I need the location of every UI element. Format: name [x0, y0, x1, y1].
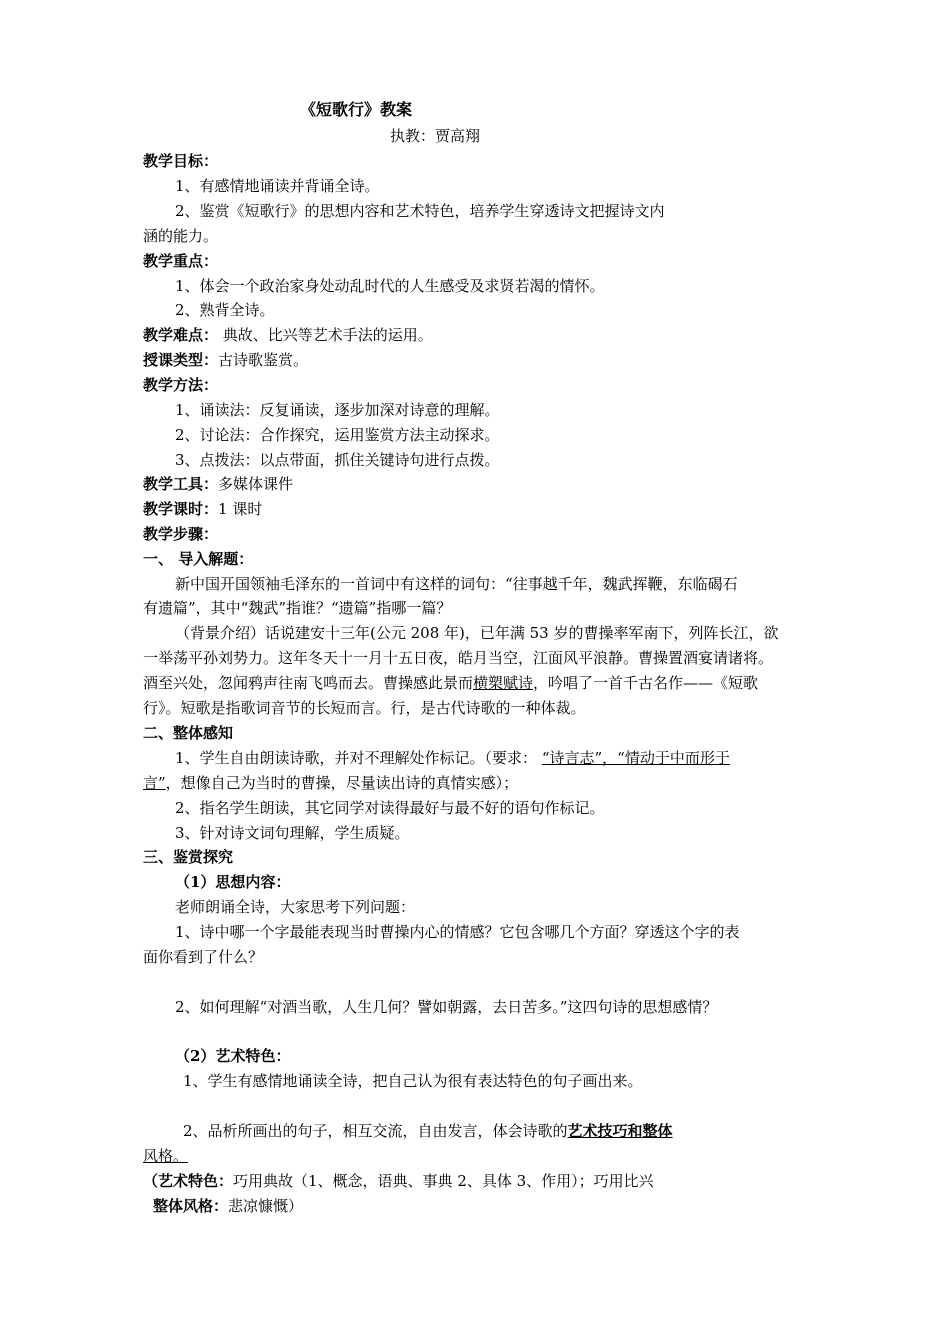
overall-style-text: 悲凉慷慨）: [228, 1197, 304, 1215]
art-features-text: 巧用典故（1、概念，语典、事典 2、具体 3、作用）；巧用比兴: [233, 1172, 654, 1190]
hours-line: [143, 499, 262, 519]
art-activity-2-underlined: 艺术技巧和整体: [567, 1122, 673, 1140]
tools-text: 多媒体课件: [218, 475, 294, 493]
method-2: 2、讨论法：合作探究，运用鉴赏方法主动探求。: [175, 426, 500, 444]
key-point-1: 1、体会一个政治家身处动乱时代的人生感受及求贤若渴的情怀。: [175, 277, 605, 295]
hours-label: 教学课时：: [143, 500, 219, 518]
steps-heading: 教学步骤：: [143, 525, 219, 543]
art-activity-2: [183, 1121, 673, 1141]
perception-1-pre: 1、学生自由朗读诗歌，并对不理解处作标记。（要求：: [175, 749, 542, 767]
section2-heading: 二、整体感知: [143, 724, 234, 742]
key-point-2: 2、熟背全诗。: [175, 301, 275, 319]
background-line3: [143, 673, 758, 693]
objective-2: 2、鉴赏《短歌行》的思想内容和艺术特色，培养学生穿透诗文把握诗文内: [175, 202, 665, 220]
art-features-label: （艺术特色：: [143, 1172, 234, 1190]
background-line1: （背景介绍）话说建安十三年(公元 208 年)，已年满 53 岁的曹操率军南下，列阵长江，欲: [175, 624, 779, 642]
question-2: 2、如何理解“对酒当歌，人生几何？譬如朝露，去日苦多。”这四句诗的思想感情？: [175, 998, 718, 1016]
question-1-line1: 1、诗中哪一个字最能表现当时曹操内心的情感？它包含哪几个方面？穿透这个字的表: [175, 923, 740, 941]
section1-heading: 一、 导入解题：: [143, 550, 254, 568]
difficulty-label: 教学难点：: [143, 326, 219, 344]
art-subheading: （2）艺术特色：: [175, 1047, 291, 1065]
methods-heading: 教学方法：: [143, 376, 219, 394]
lesson-type-label: 授课类型：: [143, 351, 219, 369]
document-title: 《短歌行》教案: [300, 100, 413, 119]
lesson-type-text: 古诗歌鉴赏。: [218, 351, 309, 369]
perception-1-underlined: “诗言志”，“情动于中而形于: [541, 749, 730, 767]
background-line4: 行》。短歌是指歌词音节的长短而言。行，是古代诗歌的一种体裁。: [143, 699, 586, 717]
perception-1-post: ，想像自己为当时的曹操，尽量读出诗的真情实感）；: [165, 774, 519, 792]
method-1: 1、诵读法：反复诵读，逐步加深对诗意的理解。: [175, 401, 500, 419]
perception-1-underlined-cont: 言”: [143, 774, 166, 792]
method-3: 3、点拨法：以点带面，抓住关键诗句进行点拨。: [175, 451, 500, 469]
perception-2: 2、指名学生朗读，其它同学对读得最好与最不好的语句作标记。: [175, 799, 605, 817]
overall-style-line: [153, 1196, 303, 1216]
background-line3-pre: 酒至兴处，忽闻鸦声往南飞鸣而去。曹操感此景而: [143, 674, 474, 692]
overall-style-label: 整体风格：: [153, 1197, 229, 1215]
objective-1: 1、有感情地诵读并背诵全诗。: [175, 177, 380, 195]
background-line3-post: ，吟唱了一首千古名作——《短歌: [533, 674, 759, 692]
objectives-heading: 教学目标：: [143, 152, 219, 170]
perception-3: 3、针对诗文词句理解，学生质疑。: [175, 824, 410, 842]
art-activity-1: 1、学生有感情地诵读全诗，把自己认为很有表达特色的句子画出来。: [183, 1072, 643, 1090]
difficulty-line: [143, 325, 433, 345]
hours-text: 1 课时: [218, 500, 263, 518]
art-activity-2-cont: 风格。: [143, 1147, 189, 1165]
teacher-line: 执教：贾高翔: [390, 127, 481, 145]
key-points-heading: 教学重点：: [143, 252, 219, 270]
tools-label: 教学工具：: [143, 475, 219, 493]
objective-2-cont: 涵的能力。: [143, 227, 219, 245]
art-activity-2-pre: 2、品析所画出的句子，相互交流，自由发言，体会诗歌的: [183, 1122, 568, 1140]
art-features-line: [143, 1171, 654, 1191]
section3-heading: 三、鉴赏探究: [143, 848, 234, 866]
intro-paragraph-line1: 新中国开国领袖毛泽东的一首词中有这样的词句：“往事越千年，魏武挥鞭，东临碣石: [175, 575, 738, 593]
lesson-type-line: [143, 350, 308, 370]
question-1-line2: 面你看到了什么？: [143, 948, 264, 966]
tools-line: [143, 474, 293, 494]
background-underlined-phrase: 横槊赋诗: [473, 674, 534, 692]
background-line2: 一举荡平孙刘势力。这年冬天十一月十五日夜，皓月当空，江面风平浪静。曹操置酒宴请诸将。: [143, 649, 774, 667]
perception-1-line1: [175, 748, 730, 768]
content-subheading: （1）思想内容：: [175, 873, 291, 891]
difficulty-text: 典故、比兴等艺术手法的运用。: [218, 326, 433, 344]
content-intro: 老师朗诵全诗，大家思考下列问题：: [175, 898, 416, 916]
perception-1-line2: [143, 773, 518, 793]
intro-paragraph-line2: 有遗篇”，其中“魏武”指谁？“遗篇”指哪一篇？: [143, 599, 452, 617]
